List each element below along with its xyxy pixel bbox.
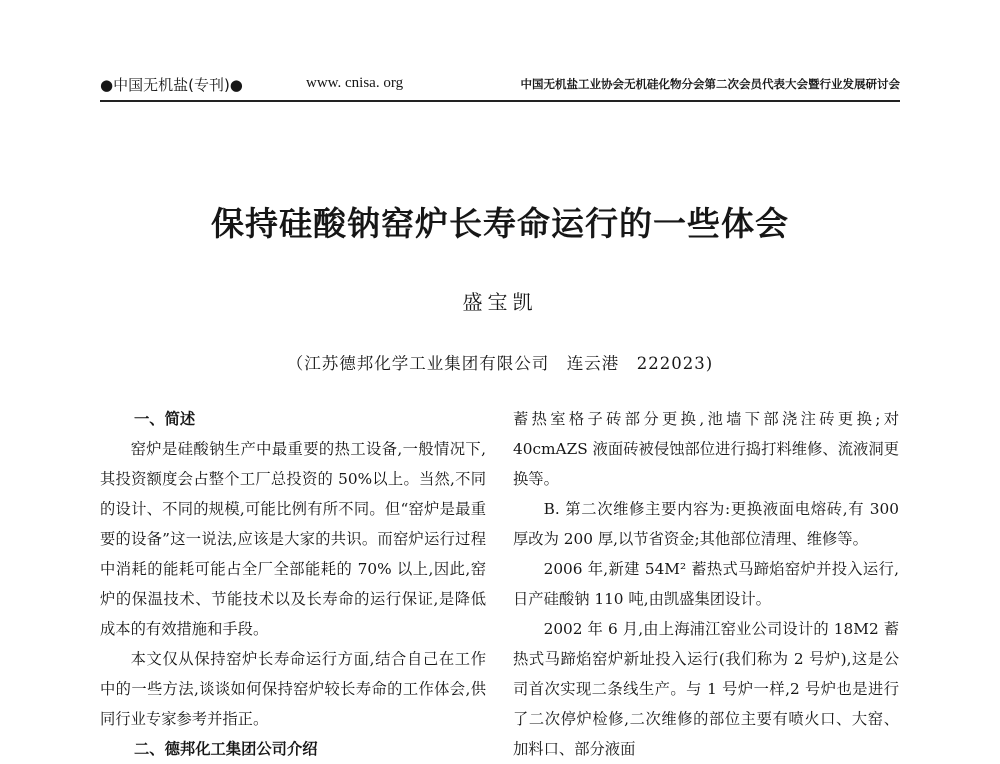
article-title: 保持硅酸钠窑炉长寿命运行的一些体会 (211, 204, 789, 243)
paragraph: 2006 年,新建 54M² 蓄热式马蹄焰窑炉并投入运行,日产硅酸钠 110 吨,由凯盛集团设计。 (513, 560, 899, 608)
journal-website: www. cnisa. org (306, 75, 404, 91)
right-column (513, 404, 899, 764)
article-author: 盛宝凯 (462, 290, 538, 314)
conference-name: 中国无机盐工业协会无机硅化物分会第二次会员代表大会暨行业发展研讨会 (520, 77, 900, 91)
paragraph: 2002 年 6 月,由上海浦江窑业公司设计的 18M2 蓄热式马蹄焰窑炉新址投入运行(我们称为 2 号炉),这是公司首次实现二条线生产。与 1 号炉一样,2 号炉也是进行了二次停炉检修,二次维修的部位主要有喷火口、大窑、加料口、部分液面 (513, 620, 899, 758)
journal-name: ●中国无机盐(专刊)● (100, 76, 243, 94)
header-divider (100, 100, 900, 102)
paragraph: B. 第二次维修主要内容为:更换液面电熔砖,有 300 厚改为 200 厚,以节省资金;其他部位清理、维修等。 (513, 500, 899, 548)
running-header (100, 70, 900, 102)
left-column (100, 404, 486, 764)
paragraph: 窑炉是硅酸钠生产中最重要的热工设备,一般情况下,其投资额度会占整个工厂总投资的 50%以上。当然,不同的设计、不同的规模,可能比例有所不同。但“窑炉是最重要的设备”这一说法,应该是大家的共识。而窑炉运行过程中消耗的能耗可能占全厂全部能耗的 70% 以上,因此,窑炉的保温技术、节能技术以及长寿命的运行保证,是降低成本的有效措施和手段。 (100, 440, 486, 638)
paragraph: 蓄热室格子砖部分更换,池墙下部浇注砖更换;对 40cmAZS 液面砖被侵蚀部位进行捣打料维修、流液洞更换等。 (513, 410, 899, 488)
section-heading: 二、德邦化工集团公司介绍 (134, 740, 318, 758)
paragraph: 本文仅从保持窑炉长寿命运行方面,结合自己在工作中的一些方法,谈谈如何保持窑炉较长寿命的工作体会,供同行业专家参考并指正。 (100, 650, 486, 728)
section-heading: 一、简述 (134, 410, 196, 428)
author-affiliation: （江苏德邦化学工业集团有限公司 连云港 222023) (286, 354, 714, 373)
